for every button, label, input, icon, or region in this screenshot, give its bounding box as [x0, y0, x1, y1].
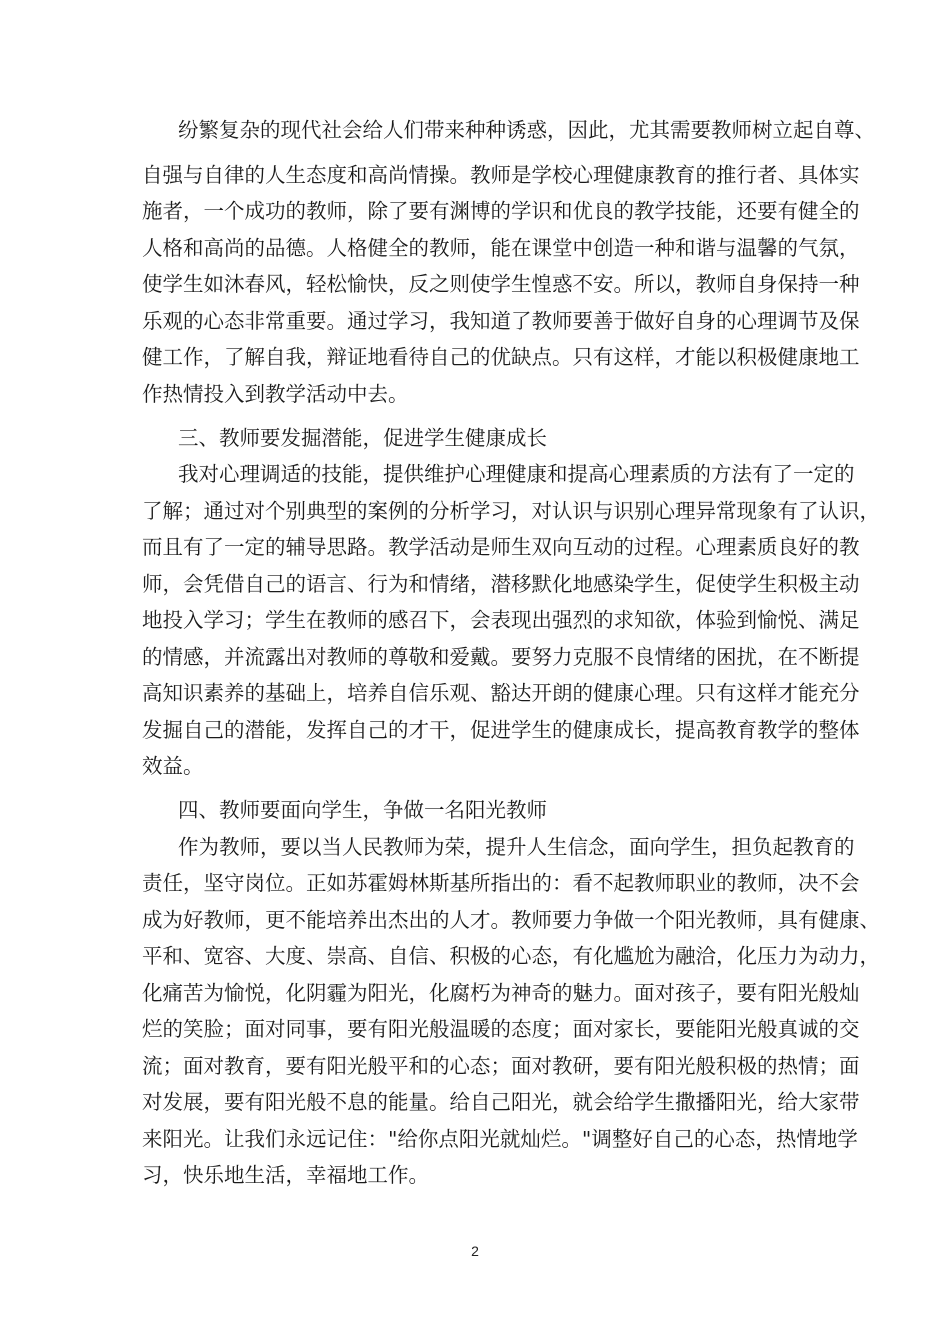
text-line: 烂的笑脸；面对同事，要有阳光般温暖的态度；面对家长，要能阳光般真诚的交	[142, 1017, 860, 1041]
text-line: 纷繁复杂的现代社会给人们带来种种诱惑，因此，尤其需要教师树立起自尊、	[178, 118, 875, 142]
text-line: 施者，一个成功的教师，除了要有渊博的学识和优良的教学技能，还要有健全的	[142, 199, 860, 223]
text-line: 四、教师要面向学生，争做一名阳光教师	[178, 798, 547, 822]
text-line: 习，快乐地生活，幸福地工作。	[142, 1163, 429, 1187]
text-line: 了解；通过对个别典型的案例的分析学习，对认识与识别心理异常现象有了认识，	[142, 499, 880, 523]
text-line: 三、教师要发掘潜能，促进学生健康成长	[178, 426, 547, 450]
text-line: 来阳光。让我们永远记住："给你点阳光就灿烂。"调整好自己的心态，热情地学	[142, 1127, 858, 1151]
page-number: 2	[471, 1243, 479, 1259]
text-line: 流；面对教育，要有阳光般平和的心态；面对教研，要有阳光般积极的热情；面	[142, 1054, 860, 1078]
text-line: 健工作，了解自我，辩证地看待自己的优缺点。只有这样，才能以积极健康地工	[142, 345, 860, 369]
text-line: 发掘自己的潜能，发挥自己的才干，促进学生的健康成长，提高教育教学的整体	[142, 718, 860, 742]
text-line: 对发展，要有阳光般不息的能量。给自己阳光，就会给学生撒播阳光，给大家带	[142, 1090, 860, 1114]
text-line: 作为教师，要以当人民教师为荣，提升人生信念，面向学生，担负起教育的	[178, 835, 855, 859]
text-line: 师，会凭借自己的语言、行为和情绪，潜移默化地感染学生，促使学生积极主动	[142, 572, 860, 596]
text-line: 而且有了一定的辅导思路。教学活动是师生双向互动的过程。心理素质良好的教	[142, 535, 860, 559]
text-line: 效益。	[142, 754, 204, 778]
text-line: 成为好教师，更不能培养出杰出的人才。教师要力争做一个阳光教师，具有健康、	[142, 908, 880, 932]
text-line: 地投入学习；学生在教师的感召下，会表现出强烈的求知欲，体验到愉悦、满足	[142, 608, 860, 632]
text-line: 乐观的心态非常重要。通过学习，我知道了教师要善于做好自身的心理调节及保	[142, 309, 860, 333]
text-line: 的情感，并流露出对教师的尊敬和爱戴。要努力克服不良情绪的困扰，在不断提	[142, 645, 860, 669]
text-line: 使学生如沐春风，轻松愉快，反之则使学生惶惑不安。所以，教师自身保持一种	[142, 272, 860, 296]
text-line: 作热情投入到教学活动中去。	[142, 382, 409, 406]
text-line: 高知识素养的基础上，培养自信乐观、豁达开朗的健康心理。只有这样才能充分	[142, 681, 860, 705]
text-line: 责任，坚守岗位。正如苏霍姆林斯基所指出的：看不起教师职业的教师，决不会	[142, 871, 860, 895]
text-line: 自强与自律的人生态度和高尚情操。教师是学校心理健康教育的推行者、具体实	[142, 163, 860, 187]
text-line: 平和、宽容、大度、崇高、自信、积极的心态，有化尴尬为融洽，化压力为动力，	[142, 944, 880, 968]
text-line: 化痛苦为愉悦，化阴霾为阳光，化腐朽为神奇的魅力。面对孩子，要有阳光般灿	[142, 981, 860, 1005]
text-line: 我对心理调适的技能，提供维护心理健康和提高心理素质的方法有了一定的	[178, 462, 855, 486]
text-line: 人格和高尚的品德。人格健全的教师，能在课堂中创造一种和谐与温馨的气氛，	[142, 236, 860, 260]
